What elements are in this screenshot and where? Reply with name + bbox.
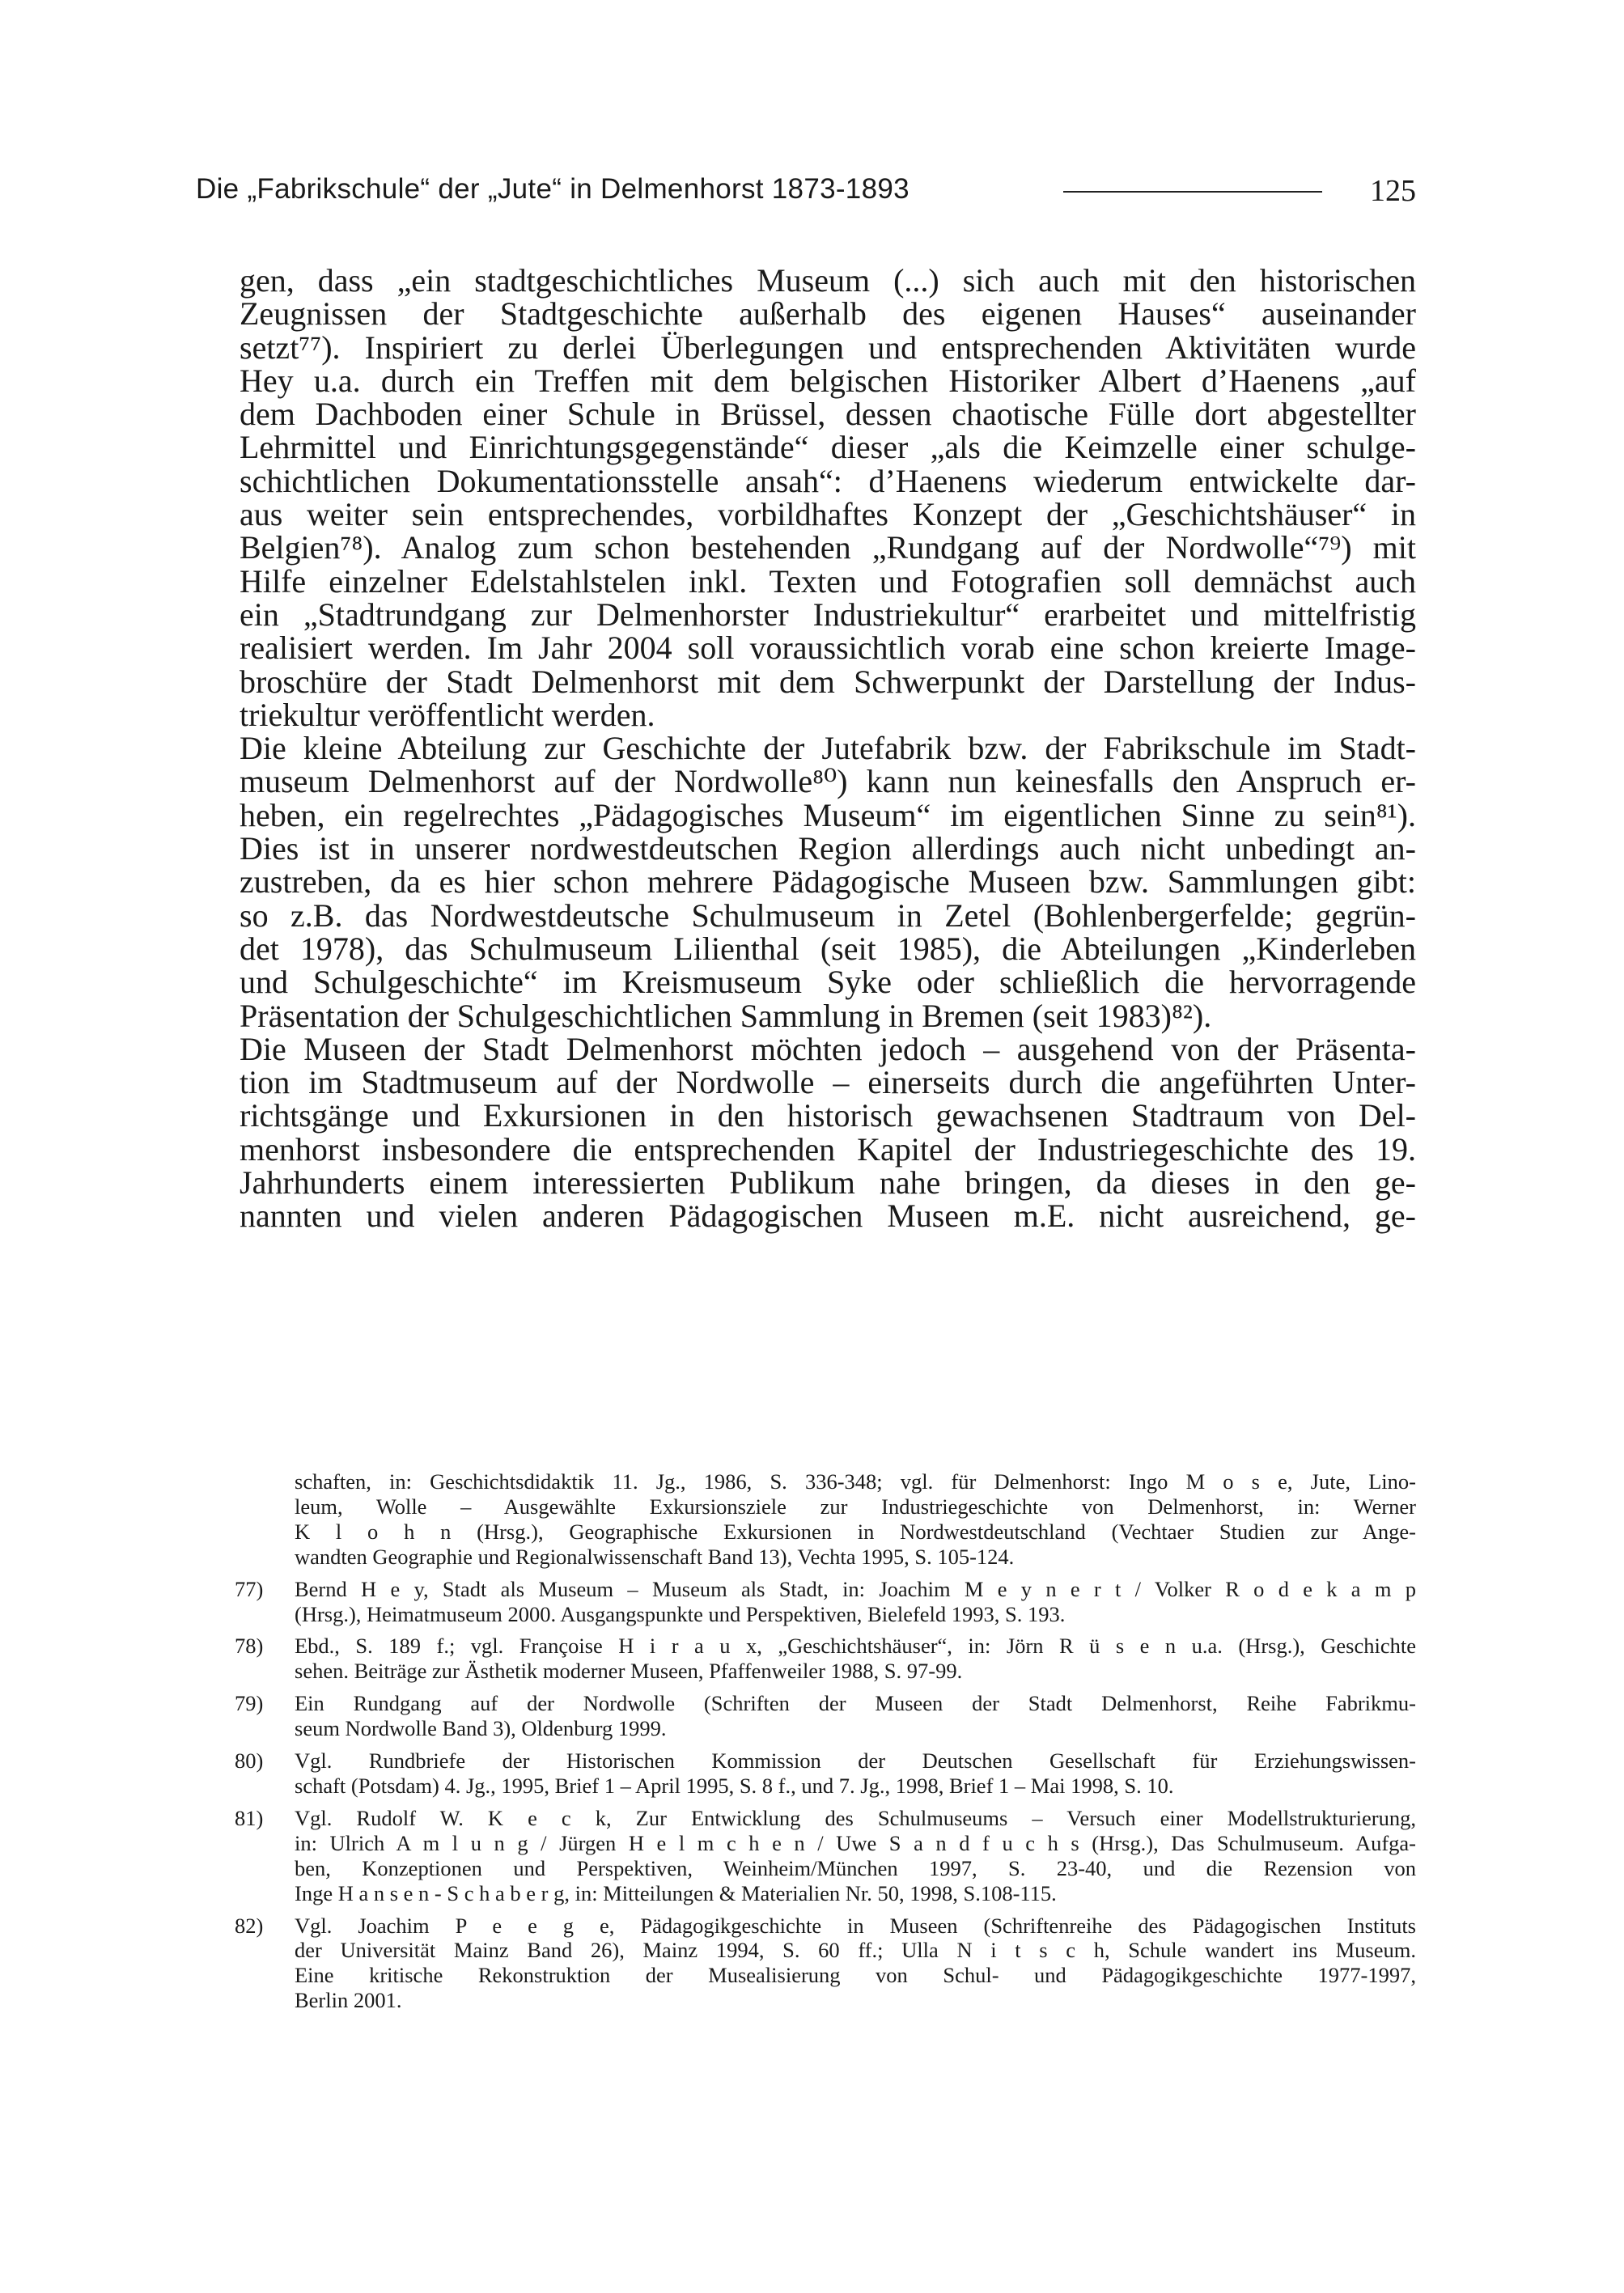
footnote-78: [235, 1634, 1416, 1684]
footnote-line: leum, Wolle – Ausgewählte Exkursionsziele zur Industriegeschichte von Delmenhorst, in: Werner: [295, 1494, 1416, 1519]
body-line: richtsgänge und Exkursionen in den historisch gewachsenen Stadtraum von Del-: [240, 1097, 1416, 1134]
footnote-line: K l o h n (Hrsg.), Geographische Exkursionen in Nordwestdeutschland (Vechtaer Studien zur Ange-: [295, 1519, 1416, 1544]
body-line: Präsentation der Schulgeschichtlichen Sammlung in Bremen (seit 1983)⁸²).: [240, 997, 1212, 1034]
body-line: nannten und vielen anderen Pädagogischen Museen m.E. nicht ausreichend, ge-: [240, 1197, 1416, 1235]
footnote-80: [235, 1748, 1416, 1799]
body-line: Hey u.a. durch ein Treffen mit dem belgischen Historiker Albert d’Haenens „auf: [240, 362, 1416, 399]
body-line: Belgien⁷⁸). Analog zum schon bestehenden „Rundgang auf der Nordwolle“⁷⁹) mit: [240, 529, 1416, 566]
footnote-line: Ebd., S. 189 f.; vgl. Françoise H i r a u x, „Geschichtshäuser“, in: Jörn R ü s e n u.a. (Hrsg.), Geschichte: [295, 1634, 1416, 1659]
footnote-line: seum Nordwolle Band 3), Oldenburg 1999.: [295, 1716, 667, 1741]
header-rule: [1063, 191, 1322, 193]
footnote-line: schaften, in: Geschichtsdidaktik 11. Jg., 1986, S. 336-348; vgl. für Delmenhorst: Ingo M o s e, Jute, Lino-: [295, 1469, 1416, 1494]
footnote-77: [235, 1577, 1416, 1627]
footnote-number: 80): [235, 1748, 264, 1774]
body-text: [240, 264, 1416, 1233]
body-line: so z.B. das Nordwestdeutsche Schulmuseum in Zetel (Bohlenbergerfelde; gegrün-: [240, 896, 1416, 934]
footnote-79: [235, 1691, 1416, 1741]
body-line: zustreben, da es hier schon mehrere Pädagogische Museen bzw. Sammlungen gibt:: [240, 863, 1416, 901]
footnote-number: 81): [235, 1805, 264, 1830]
body-line: broschüre der Stadt Delmenhorst mit dem Schwerpunkt der Darstellung der Indus-: [240, 663, 1416, 700]
footnote-line: Eine kritische Rekonstruktion der Musealisierung von Schul- und Pädagogikgeschichte 1977-1997,: [295, 1963, 1416, 1988]
footnote-line: ben, Konzeptionen und Perspektiven, Weinheim/München 1997, S. 23-40, und die Rezension von: [295, 1855, 1416, 1880]
body-line: Lehrmittel und Einrichtungsgegenstände“ dieser „als die Keimzelle einer schulge-: [240, 429, 1416, 466]
footnote-number: 82): [235, 1913, 264, 1938]
footnote-line: sehen. Beiträge zur Ästhetik moderner Museen, Pfaffenweiler 1988, S. 97-99.: [295, 1659, 963, 1684]
body-line: Die kleine Abteilung zur Geschichte der Jutefabrik bzw. der Fabrikschule im Stadt-: [240, 730, 1416, 767]
footnote-line: Vgl. Rudolf W. K e c k, Zur Entwicklung des Schulmuseums – Versuch einer Modellstrukturierung,: [295, 1805, 1416, 1830]
body-line: det 1978), das Schulmuseum Lilienthal (seit 1985), die Abteilungen „Kinderleben: [240, 930, 1416, 967]
footnote-line: (Hrsg.), Heimatmuseum 2000. Ausgangspunkte und Perspektiven, Bielefeld 1993, S. 193.: [295, 1601, 1066, 1626]
footnotes: [235, 1469, 1416, 2013]
footnote-line: Bernd H e y, Stadt als Museum – Museum als Stadt, in: Joachim M e y n e r t / Volker R o d e k a m p: [295, 1576, 1416, 1601]
page-number: 125: [1370, 174, 1416, 208]
body-line: schichtlichen Dokumentationsstelle ansah“: d’Haenens wiederum entwickelte dar-: [240, 462, 1416, 499]
body-line: museum Delmenhorst auf der Nordwolle⁸⁰) kann nun keinesfalls den Anspruch er-: [240, 763, 1416, 800]
footnote-number: 78): [235, 1634, 264, 1659]
body-line: Hilfe einzelner Edelstahlstelen inkl. Texten und Fotografien soll demnächst auch: [240, 562, 1416, 600]
body-line: setzt⁷⁷). Inspiriert zu derlei Überlegungen und entsprechenden Aktivitäten wurde: [240, 328, 1416, 366]
body-line: Jahrhunderts einem interessierten Publikum nahe bringen, da dieses in den ge-: [240, 1164, 1416, 1202]
footnote-82: [235, 1914, 1416, 2014]
body-line: ein „Stadtrundgang zur Delmenhorster Industriekultur“ erarbeitet und mittelfristig: [240, 596, 1416, 633]
body-line: dem Dachboden einer Schule in Brüssel, dessen chaotische Fülle dort abgestellter: [240, 396, 1416, 433]
body-line: tion im Stadtmuseum auf der Nordwolle – einerseits durch die angeführten Unter-: [240, 1064, 1416, 1101]
body-line: aus weiter sein entsprechendes, vorbildhaftes Konzept der „Geschichtshäuser“ in: [240, 496, 1416, 533]
body-line: realisiert werden. Im Jahr 2004 soll voraussichtlich vorab eine schon kreierte Image-: [240, 629, 1416, 667]
running-head: [196, 173, 1416, 214]
footnote-line: Berlin 2001.: [295, 1988, 402, 2013]
body-line: gen, dass „ein stadtgeschichtliches Museum (...) sich auch mit den historischen: [240, 262, 1416, 299]
body-line: triekultur veröffentlicht werden.: [240, 696, 655, 733]
body-line: und Schulgeschichte“ im Kreismuseum Syke oder schließlich die hervorragende: [240, 964, 1416, 1001]
body-line: heben, ein regelrechtes „Pädagogisches Museum“ im eigentlichen Sinne zu sein⁸¹).: [240, 796, 1416, 833]
footnote-line: Ein Rundgang auf der Nordwolle (Schriften der Museen der Stadt Delmenhorst, Reihe Fabrikmu-: [295, 1691, 1416, 1716]
body-line: Die Museen der Stadt Delmenhorst möchten jedoch – ausgehend von der Präsenta-: [240, 1030, 1416, 1067]
body-line: menhorst insbesondere die entsprechenden Kapitel der Industriegeschichte des 19.: [240, 1130, 1416, 1168]
footnote-continuation: [235, 1469, 1416, 1570]
running-title: Die „Fabrikschule“ der „Jute“ in Delmenhorst 1873-1893: [196, 173, 910, 205]
footnote-line: Inge H a n s e n - S c h a b e r g, in: Mitteilungen & Materialien Nr. 50, 1998, S.108-115.: [295, 1880, 1057, 1905]
footnote-line: Vgl. Rundbriefe der Historischen Kommission der Deutschen Gesellschaft für Erziehungswissen-: [295, 1748, 1416, 1774]
footnote-line: der Universität Mainz Band 26), Mainz 1994, S. 60 ff.; Ulla N i t s c h, Schule wandert ins Museum.: [295, 1938, 1416, 1963]
footnote-line: schaft (Potsdam) 4. Jg., 1995, Brief 1 – April 1995, S. 8 f., und 7. Jg., 1998, Brief 1 – Mai 1998, S. 10.: [295, 1773, 1174, 1798]
footnote-81: [235, 1806, 1416, 1906]
body-line: Zeugnissen der Stadtgeschichte außerhalb des eigenen Hauses“ auseinander: [240, 295, 1416, 333]
footnote-line: Vgl. Joachim P e e g e, Pädagogikgeschichte in Museen (Schriftenreihe des Pädagogischen Instituts: [295, 1913, 1416, 1938]
footnote-number: 79): [235, 1691, 264, 1716]
footnote-line: wandten Geographie und Regionalwissenschaft Band 13), Vechta 1995, S. 105-124.: [295, 1544, 1015, 1569]
footnote-line: in: Ulrich A m l u n g / Jürgen H e l m c h e n / Uwe S a n d f u c h s (Hrsg.), Das Schulmuseum. Aufga-: [295, 1830, 1416, 1855]
body-line: Dies ist in unserer nordwestdeutschen Region allerdings auch nicht unbedingt an-: [240, 830, 1416, 867]
footnote-number: 77): [235, 1576, 264, 1601]
